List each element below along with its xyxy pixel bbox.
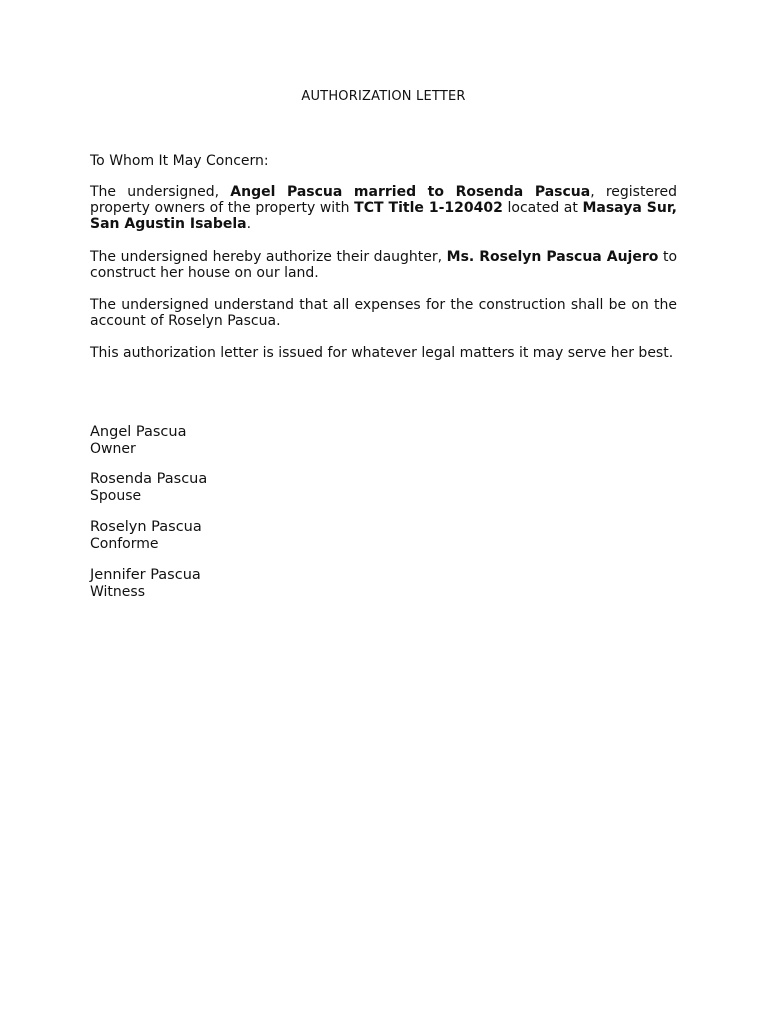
signatory-name: Roselyn Pascua xyxy=(90,519,202,535)
paragraph-purpose: This authorization letter is issued for whatever legal matters it may serve her best. xyxy=(90,345,674,361)
p1-text-1: The undersigned, xyxy=(90,184,231,200)
salutation: To Whom It May Concern: xyxy=(90,153,269,169)
signatory-role: Spouse xyxy=(90,488,142,504)
p1-text-4: . xyxy=(246,216,252,232)
owner-names: Angel Pascua married to Rosenda Pascua xyxy=(230,184,591,200)
signatory-role: Witness xyxy=(90,584,145,600)
paragraph-authorization xyxy=(90,249,677,281)
p1-text-3: located at xyxy=(502,200,583,216)
document-title: AUTHORIZATION LETTER xyxy=(301,89,466,104)
signatory-conforme xyxy=(90,519,202,552)
signatory-name: Rosenda Pascua xyxy=(90,471,208,487)
p2-text-1: The undersigned hereby authorize their daughter, xyxy=(90,249,447,265)
signatory-name: Jennifer Pascua xyxy=(90,567,201,583)
signatory-owner xyxy=(90,424,186,457)
signatory-role: Owner xyxy=(90,441,136,457)
signatory-name: Angel Pascua xyxy=(90,424,187,440)
authorized-person: Ms. Roselyn Pascua Aujero xyxy=(446,249,659,265)
property-location: Masaya Sur, San Agustin Isabela xyxy=(90,200,678,232)
paragraph-expenses: The undersigned understand that all expenses for the construction shall be on the account of Roselyn Pascua. xyxy=(90,297,677,329)
p1-text-2: , registered property owners of the property with xyxy=(90,184,677,216)
signatory-witness xyxy=(90,567,201,600)
paragraph-property-owners xyxy=(90,184,677,232)
tct-title: TCT Title 1-120402 xyxy=(354,200,503,216)
p2-text-2: to construct her house on our land. xyxy=(90,249,678,281)
signatory-role: Conforme xyxy=(90,536,159,552)
signatory-spouse xyxy=(90,471,207,504)
